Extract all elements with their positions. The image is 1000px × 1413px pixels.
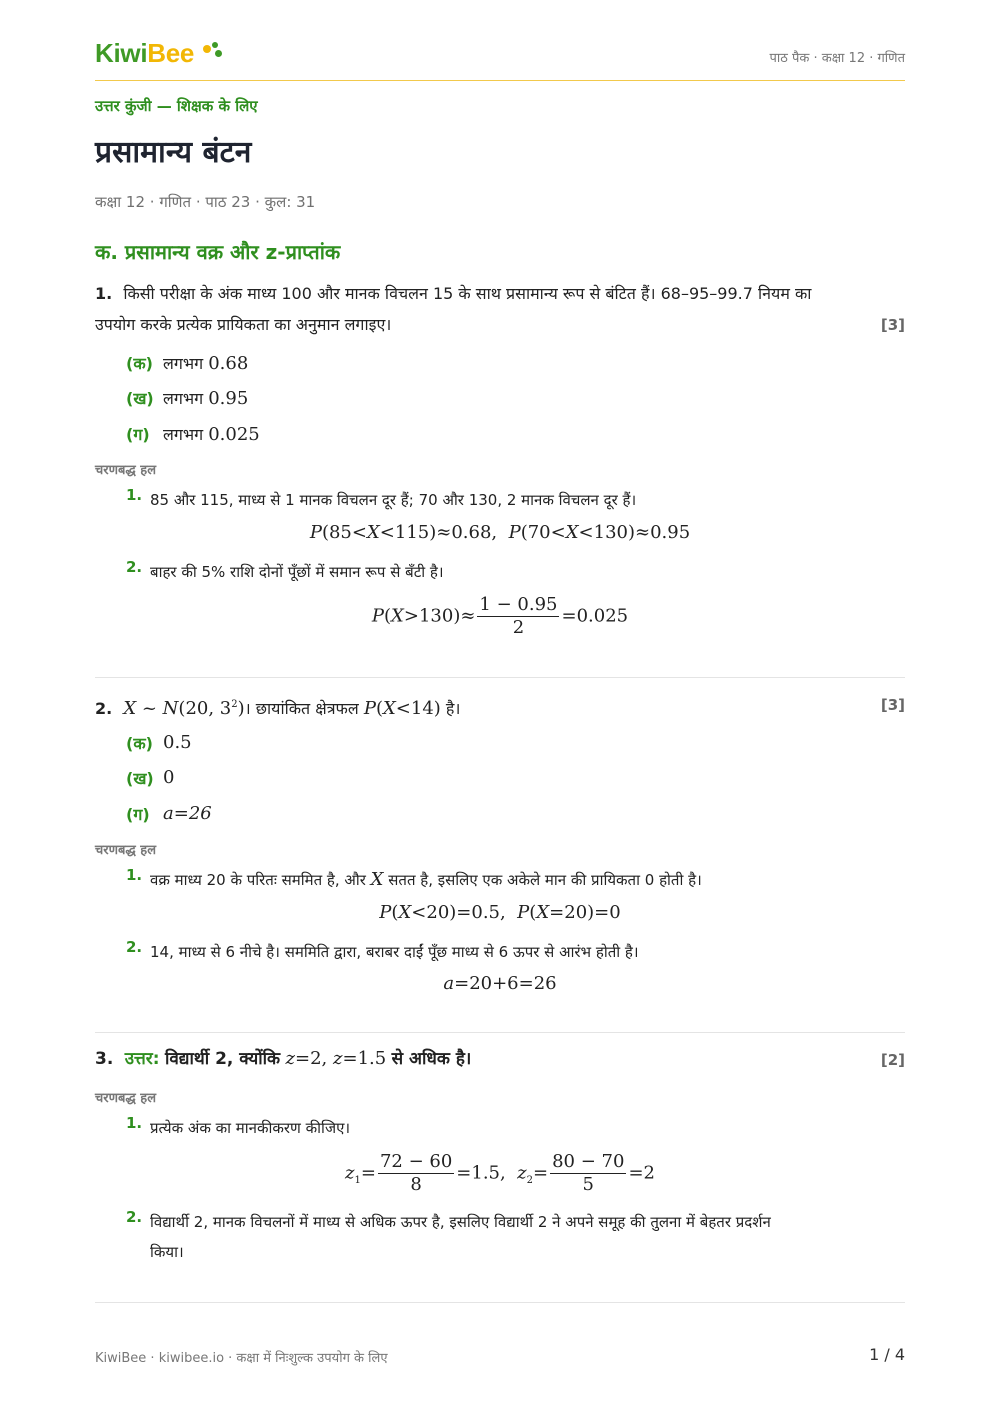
answer-text: विद्यार्थी 2, क्योंकि (164, 1049, 281, 1069)
step-equation: P(X>130)≈ $\frac{1 - 0.95}{2}$ =0.025 (371, 594, 629, 638)
step-equation: a=20+6=26 (443, 973, 557, 994)
question-text-line: । छायांकित क्षेत्रफल (244, 699, 359, 718)
question-divider (95, 677, 905, 678)
step-text: प्रत्येक अंक का मानकीकरण कीजिए। (150, 1119, 351, 1137)
answer-label: उत्तर: (124, 1049, 160, 1069)
distribution-expression: X ~ N(20, $3^2$) (123, 698, 245, 719)
option-word: लगभग (163, 389, 204, 408)
step-equation: $z_1=$ $\frac{72 - 60}{8}$ =1.5, $z_2=$ $\frac{80 - 70}{5}$ =2 (344, 1151, 655, 1195)
section-heading: क. प्रसामान्य वक्र और z-प्राप्तांक (95, 240, 341, 264)
step-text: 85 और 115, माध्य से 1 मानक विचलन दूर हैं; 70 और 130, 2 मानक विचलन दूर हैं। (150, 491, 637, 509)
footer-divider (95, 1302, 905, 1303)
question-3-text (95, 1043, 875, 1075)
probability-expression: P(X<14) (363, 698, 441, 719)
step-number: 1. (126, 486, 143, 504)
question-marks: [2] (880, 1051, 905, 1069)
question-text-line: किसी परीक्षा के अंक माध्य 100 और मानक विचलन 15 के साथ प्रसामान्य रूप से बंटित हैं। 68–95–99.7 नियम का (123, 284, 812, 303)
worksheet-page (95, 0, 905, 1413)
step-text-part: वक्र माध्य 20 के परितः सममित है, और (150, 871, 366, 889)
step-row (95, 938, 905, 968)
option-word: लगभग (163, 425, 204, 444)
step-number: 2. (126, 1208, 143, 1226)
step-text-line: विद्यार्थी 2, मानक विचलनों में माध्य से अधिक ऊपर है, इसलिए विद्यार्थी 2 ने अपने समूह की तुलना में बेहतर प्रदर्शन (150, 1213, 771, 1231)
question-text-end: है। (445, 699, 461, 718)
question-2-text (95, 689, 875, 725)
step-equation: P(X<20)=0.5, P(X=20)=0 (379, 902, 621, 923)
option-label: (ख) (126, 389, 154, 408)
option-value (163, 352, 248, 374)
question-number: 2. (95, 699, 113, 718)
step-text: वक्र माध्य 20 के परितः सममित है, और X सतत है, इसलिए एक अकेले मान की प्रायिकता 0 होती है। (150, 869, 702, 890)
question-divider (95, 1032, 905, 1033)
option-number: 0.68 (208, 353, 249, 374)
logo-dots-icon (203, 42, 225, 60)
question-1-text (95, 278, 895, 310)
step-row (95, 558, 905, 588)
step-equation: P(85<X<115)≈0.68, P(70<X<130)≈0.95 (309, 522, 691, 543)
question-number: 3. (95, 1049, 114, 1069)
question-marks: [3] (880, 696, 905, 714)
step-text: बाहर की 5% राशि दोनों पूँछों में समान रूप से बँटी है। (150, 563, 444, 581)
answer-expression: z=2, z=1.5 (285, 1048, 387, 1069)
option-label: (ग) (126, 805, 150, 824)
step-text-line: किया। (150, 1243, 184, 1261)
question-number: 1. (95, 284, 113, 303)
page-number: 1 / 4 (869, 1345, 905, 1364)
page-title: प्रसामान्य बंटन (95, 135, 252, 170)
step-text: 14, माध्य से 6 नीचे है। सममिति द्वारा, बराबर दाईं पूँछ माध्य से 6 ऊपर से आरंभ होती है। (150, 943, 639, 961)
option-value (163, 387, 248, 409)
option-label: (ख) (126, 769, 154, 788)
option-word: लगभग (163, 354, 204, 373)
option-value (163, 732, 192, 753)
option-number: 0 (163, 767, 175, 788)
option-number: 0.95 (208, 388, 249, 409)
option-value (163, 423, 260, 445)
answer-key-eyebrow: उत्तर कुंजी — शिक्षक के लिए (95, 97, 258, 115)
question-marks: [3] (880, 316, 905, 334)
step-row (95, 866, 905, 896)
option-label: (क) (126, 734, 153, 753)
step-number: 2. (126, 938, 143, 956)
option-number: a=26 (163, 803, 212, 824)
logo-text-kiwi: Kiwi (95, 38, 148, 68)
option-number: 0.5 (163, 732, 192, 753)
option-number: 0.025 (208, 424, 260, 445)
answer-text: से अधिक है। (391, 1049, 472, 1069)
step-text (150, 1207, 905, 1267)
logo-text-bee: Bee (147, 38, 195, 68)
steps-label: चरणबद्ध हल (95, 1091, 157, 1106)
page-meta: कक्षा 12 · गणित · पाठ 23 · कुल: 31 (95, 193, 316, 211)
step-number: 1. (126, 866, 143, 884)
header-breadcrumb: पाठ पैक · कक्षा 12 · गणित (769, 51, 905, 66)
steps-label: चरणबद्ध हल (95, 463, 157, 478)
question-text-line: उपयोग करके प्रत्येक प्रायिकता का अनुमान लगाइए। (95, 315, 392, 334)
header-divider (95, 80, 905, 81)
option-value (163, 803, 212, 824)
kiwibee-logo[interactable] (95, 38, 225, 69)
question-2-options (95, 732, 905, 842)
option-label: (क) (126, 354, 153, 373)
step-text-part: सतत है, इसलिए एक अकेले मान की प्रायिकता 0 होती है। (388, 871, 702, 889)
step-row (95, 1114, 905, 1144)
step-number: 2. (126, 558, 143, 576)
steps-label: चरणबद्ध हल (95, 843, 157, 858)
option-value (163, 767, 174, 788)
footer-credit: KiwiBee · kiwibee.io · कक्षा में निःशुल्क उपयोग के लिए (95, 1351, 388, 1366)
step-number: 1. (126, 1114, 143, 1132)
question-1-options (95, 352, 905, 462)
step-row (95, 1208, 905, 1268)
option-label: (ग) (126, 425, 150, 444)
step-row (95, 486, 905, 516)
